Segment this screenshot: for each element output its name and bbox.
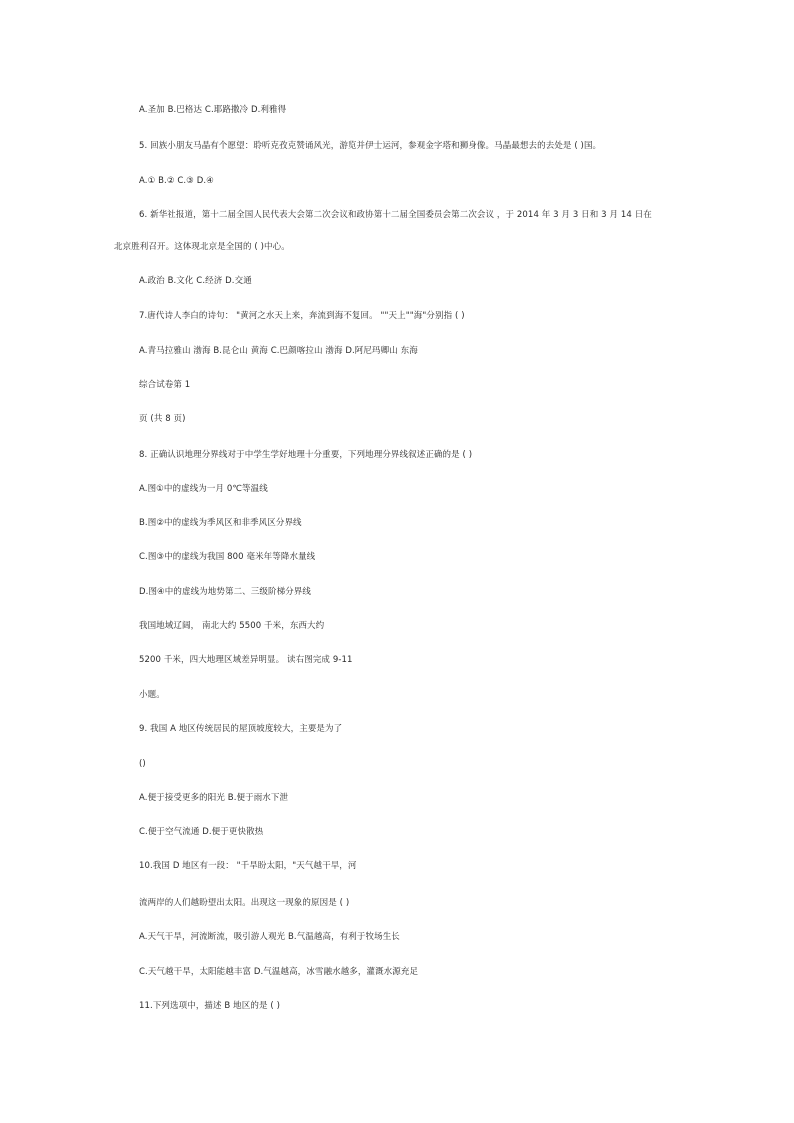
intro-text-line-1: 我国地域辽阔， 南北大约 5500 千米，东西大约 — [139, 621, 325, 631]
question-10-options-ab: A.天气干旱，河流断流，吸引游人观光 B.气温越高，有利于牧场生长 — [139, 932, 400, 942]
answer-options-q6: A.政治 B.文化 C.经济 D.交通 — [139, 276, 252, 286]
question-8-option-c: C.图③中的虚线为我国 800 毫米年等降水量线 — [139, 552, 316, 562]
question-8-option-b: B.图②中的虚线为季风区和非季风区分界线 — [139, 518, 302, 528]
question-11: 11.下列选项中，描述 B 地区的是 ( ) — [139, 1001, 280, 1011]
answer-options-q7: A.青马拉雅山 渤海 B.昆仑山 黄海 C.巴颜喀拉山 渤海 D.阿尼玛卿山 东海 — [139, 346, 418, 356]
question-10-line-1: 10.我国 D 地区有一段： "千旱盼太阳，"天气越干旱，河 — [139, 861, 357, 871]
question-9-blank: () — [139, 759, 146, 769]
intro-text-line-2: 5200 千米，四大地理区域差异明显。 读右图完成 9-11 — [139, 655, 353, 665]
question-8: 8. 正确认识地理分界线对于中学生学好地理十分重要，下列地理分界线叙述正确的是 ( ) — [139, 450, 473, 460]
page-footer-line-1: 综合试卷第 1 — [139, 380, 191, 390]
question-8-option-d: D.图④中的虚线为地势第二、三级阶梯分界线 — [139, 587, 311, 597]
question-10-line-2: 流两岸的人们越盼望出太阳。出现这一现象的原因是 ( ) — [139, 898, 350, 908]
question-6-line-2: 北京胜利召开。这体现北京是全国的 ( )中心。 — [114, 242, 290, 252]
question-8-option-a: A.图①中的虚线为一月 0℃等温线 — [139, 484, 268, 494]
question-7: 7.唐代诗人李白的诗句： "黄河之水天上来，奔流到海不复回。 ""天上""海"分别指 ( ) — [139, 311, 465, 321]
question-9-options-cd: C.便于空气流通 D.便于更快散热 — [139, 827, 264, 837]
question-6-line-1: 6. 新华社报道，第十二届全国人民代表大会第二次会议和政协第十二届全国委员会第二次会议 ，于 2014 年 3 月 3 日和 3 月 14 日在 — [139, 210, 652, 220]
question-9-options-ab: A.便于接受更多的阳光 B.便于雨水下泄 — [139, 793, 289, 803]
question-5: 5. 回族小朋友马晶有个愿望：聆听克孜克赞诵风光，游览并伊士运河，参观金字塔和狮身像。马晶最想去的去处是 ( )国。 — [139, 141, 602, 151]
page-footer-line-2: 页 (共 8 页) — [139, 414, 186, 424]
question-10-options-cd: C.天气越干旱，太阳能越丰富 D.气温越高，冰雪融水越多，灌溉水源充足 — [139, 967, 419, 977]
answer-options-q4: A.圣加 B.巴格达 C.耶路撒冷 D.利雅得 — [139, 105, 287, 115]
intro-text-line-3: 小题。 — [139, 690, 165, 700]
question-9: 9. 我国 A 地区传统居民的屋顶坡度较大，主要是为了 — [139, 724, 343, 734]
answer-options-q5: A.① B.② C.③ D.④ — [139, 176, 214, 186]
